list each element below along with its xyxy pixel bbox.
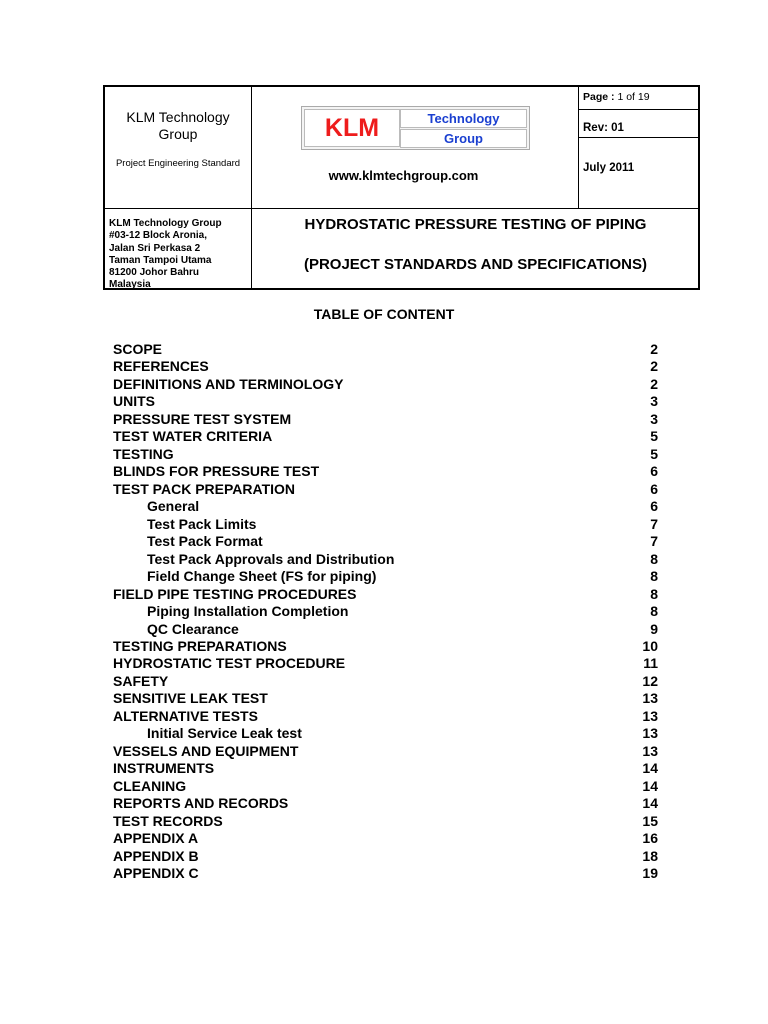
toc-entry-page: 14 xyxy=(642,760,658,777)
toc-entry-page: 2 xyxy=(650,375,658,392)
toc-subentry[interactable] xyxy=(113,551,658,568)
toc-entry-label: APPENDIX B xyxy=(113,847,199,864)
toc-entry-page: 14 xyxy=(642,795,658,812)
toc-entry-label: Test Pack Format xyxy=(147,533,263,550)
toc-entry[interactable] xyxy=(113,865,658,882)
toc-entry-page: 19 xyxy=(642,865,658,882)
toc-entry[interactable] xyxy=(113,795,658,812)
toc-entry[interactable] xyxy=(113,778,658,795)
toc-entry[interactable] xyxy=(113,830,658,847)
toc-entry-page: 6 xyxy=(650,480,658,497)
toc-entry-page: 2 xyxy=(650,341,658,357)
toc-entry-page: 12 xyxy=(642,672,658,689)
toc-entry[interactable] xyxy=(113,341,658,358)
toc-entry[interactable] xyxy=(113,690,658,707)
address-line: Malaysia xyxy=(109,279,151,291)
toc-heading: TABLE OF CONTENT xyxy=(313,306,455,322)
toc-entry-label: TEST WATER CRITERIA xyxy=(113,428,273,445)
toc-entry-page: 10 xyxy=(642,637,658,654)
toc-entry-label: APPENDIX C xyxy=(113,865,199,882)
toc-entry-label: QC Clearance xyxy=(147,620,239,637)
address-line: #03-12 Block Aronia, xyxy=(109,230,208,242)
toc-entry-page: 16 xyxy=(642,830,658,847)
header-divider xyxy=(578,137,700,138)
toc-entry[interactable] xyxy=(113,708,658,725)
revision: Rev: 01 xyxy=(583,122,624,134)
toc-entry-label: TESTING xyxy=(113,445,174,462)
toc-subentry[interactable] xyxy=(113,621,658,638)
toc-entry-label: Test Pack Limits xyxy=(147,515,257,532)
toc-entry[interactable] xyxy=(113,655,658,672)
toc-entry[interactable] xyxy=(113,673,658,690)
toc-entry-page: 13 xyxy=(642,742,658,759)
toc-entry-label: Field Change Sheet (FS for piping) xyxy=(147,568,377,585)
toc-entry-label: SCOPE xyxy=(113,341,163,357)
toc-entry-page: 6 xyxy=(650,463,658,480)
toc-entry-page: 6 xyxy=(650,498,658,515)
toc-entry-label: BLINDS FOR PRESSURE TEST xyxy=(113,463,320,480)
logo-klm: KLM xyxy=(304,109,400,147)
toc-entry-page: 13 xyxy=(642,725,658,742)
document-type: Project Engineering Standard xyxy=(115,158,241,169)
issue-date: July 2011 xyxy=(583,162,635,174)
toc-entry[interactable] xyxy=(113,428,658,445)
toc-entry-page: 3 xyxy=(650,410,658,427)
toc-entry-label: PRESSURE TEST SYSTEM xyxy=(113,410,292,427)
toc-entry-label: TESTING PREPARATIONS xyxy=(113,637,287,654)
toc-subentry[interactable] xyxy=(113,533,658,550)
toc-entry-page: 2 xyxy=(650,358,658,375)
address-line: Jalan Sri Perkasa 2 xyxy=(109,242,201,254)
toc-entry-label: TEST PACK PREPARATION xyxy=(113,480,296,497)
logo-technology: Technology xyxy=(400,109,527,128)
toc-subentry[interactable] xyxy=(113,498,658,515)
toc-entry-label: REPORTS AND RECORDS xyxy=(113,795,289,812)
page-value: 1 of 19 xyxy=(617,91,650,103)
toc-subentry[interactable] xyxy=(113,725,658,742)
website-link[interactable]: www.klmtechgroup.com xyxy=(328,168,479,183)
table-of-contents xyxy=(113,341,658,883)
toc-entry-label: DEFINITIONS AND TERMINOLOGY xyxy=(113,375,344,392)
toc-entry-page: 13 xyxy=(642,707,658,724)
toc-entry[interactable] xyxy=(113,638,658,655)
document-title: HYDROSTATIC PRESSURE TESTING OF PIPING xyxy=(304,216,647,233)
toc-entry-page: 14 xyxy=(642,777,658,794)
toc-entry-label: SENSITIVE LEAK TEST xyxy=(113,690,268,707)
toc-entry-label: REFERENCES xyxy=(113,358,209,375)
toc-entry-label: APPENDIX A xyxy=(113,830,199,847)
toc-entry-label: TEST RECORDS xyxy=(113,812,223,829)
toc-entry-label: Test Pack Approvals and Distribution xyxy=(147,550,395,567)
toc-entry-label: SAFETY xyxy=(113,672,169,689)
logo-group: Group xyxy=(400,129,527,148)
toc-entry-label: FIELD PIPE TESTING PROCEDURES xyxy=(113,585,357,602)
header-divider xyxy=(578,87,579,209)
toc-entry[interactable] xyxy=(113,848,658,865)
toc-entry-page: 8 xyxy=(650,585,658,602)
toc-entry-page: 5 xyxy=(650,445,658,462)
toc-entry-label: UNITS xyxy=(113,393,155,410)
toc-entry-page: 18 xyxy=(642,847,658,864)
toc-entry-label: General xyxy=(147,498,200,515)
toc-subentry[interactable] xyxy=(113,603,658,620)
header-box xyxy=(103,85,700,290)
toc-entry[interactable] xyxy=(113,481,658,498)
header-divider xyxy=(578,109,700,110)
toc-entry-page: 8 xyxy=(650,568,658,585)
toc-entry-page: 15 xyxy=(642,812,658,829)
toc-entry-label: VESSELS AND EQUIPMENT xyxy=(113,742,299,759)
document-subtitle: (PROJECT STANDARDS AND SPECIFICATIONS) xyxy=(303,256,648,273)
toc-entry[interactable] xyxy=(113,760,658,777)
toc-entry[interactable] xyxy=(113,411,658,428)
toc-entry[interactable] xyxy=(113,376,658,393)
toc-entry-page: 7 xyxy=(650,515,658,532)
address-line: KLM Technology Group xyxy=(109,218,222,229)
toc-entry-label: Initial Service Leak test xyxy=(147,725,302,742)
toc-entry[interactable] xyxy=(113,813,658,830)
toc-entry-page: 11 xyxy=(643,655,658,672)
toc-entry[interactable] xyxy=(113,586,658,603)
toc-entry[interactable] xyxy=(113,743,658,760)
address-line: Taman Tampoi Utama xyxy=(109,254,212,266)
toc-subentry[interactable] xyxy=(113,516,658,533)
toc-entry-label: ALTERNATIVE TESTS xyxy=(113,707,258,724)
company-name: KLM Technology Group xyxy=(126,109,230,142)
toc-entry-page: 3 xyxy=(650,393,658,410)
header-divider xyxy=(105,208,700,209)
toc-entry-page: 7 xyxy=(650,533,658,550)
toc-entry-page: 8 xyxy=(650,550,658,567)
address-line: 81200 Johor Bahru xyxy=(109,267,200,279)
toc-entry-label: HYDROSTATIC TEST PROCEDURE xyxy=(113,655,346,672)
toc-entry[interactable] xyxy=(113,446,658,463)
toc-entry-page: 5 xyxy=(650,428,658,445)
toc-entry-label: Piping Installation Completion xyxy=(147,603,349,620)
toc-entry-page: 8 xyxy=(650,603,658,620)
page-indicator xyxy=(583,91,650,103)
page-label: Page : xyxy=(583,91,615,103)
company-address xyxy=(109,218,249,292)
company-logo xyxy=(301,106,530,150)
toc-entry[interactable] xyxy=(113,463,658,480)
toc-entry-page: 13 xyxy=(642,690,658,707)
toc-subentry[interactable] xyxy=(113,568,658,585)
toc-entry-label: CLEANING xyxy=(113,777,187,794)
toc-entry[interactable] xyxy=(113,393,658,410)
toc-entry-page: 9 xyxy=(650,620,658,637)
toc-entry-label: INSTRUMENTS xyxy=(113,760,215,777)
toc-entry[interactable] xyxy=(113,358,658,375)
